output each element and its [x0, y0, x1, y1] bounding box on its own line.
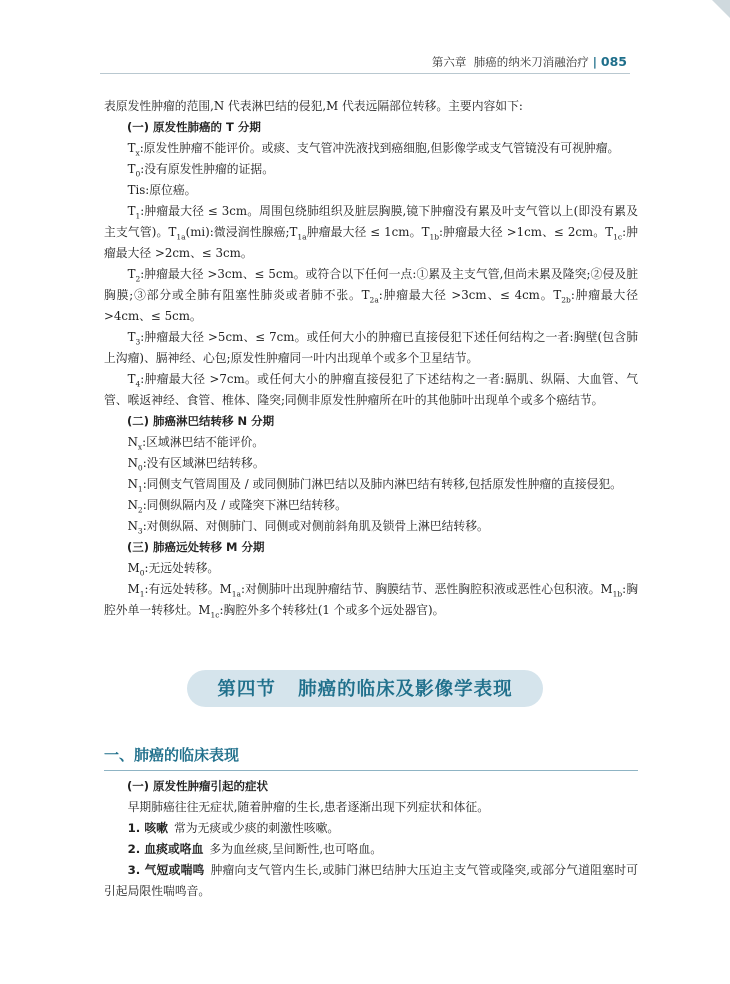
n3-paragraph: $N_3$:对侧纵隔、对侧肺门、同侧或对侧前斜角肌及锁骨上淋巴结转移。: [127, 519, 489, 536]
symptom-item: 2. 血痰或咯血 多为血丝痰,呈间断性,也可咯血。: [127, 842, 383, 856]
t4-paragraph: $T_4$:肿瘤最大径 >7cm。或任何大小的肿瘤直接侵犯了下述结构之一者:膈肌、纵隔、大血管、气管、喉返神经、食管、椎体、隆突;同侧非原发性肿瘤所在叶的其他肺叶出现单个或多个癌结节。: [104, 372, 638, 407]
header-chapter: 第六章: [431, 55, 467, 69]
symptom-item: 1. 咳嗽 常为无痰或少痰的刺激性咳嗽。: [127, 821, 340, 835]
section-banner: [187, 670, 542, 707]
header-rule: [100, 73, 630, 74]
header-separator: |: [592, 55, 597, 69]
t1-paragraph: $T_1$:肿瘤最大径 ≤ 3cm。周围包绕肺组织及脏层胸膜,镜下肿瘤没有累及叶支气管以上(即没有累及主支气管)。$T_{1a}(mi)$:微浸润性腺癌$;T_{1a}$肿瘤最大径 ≤ 1cm。$T_{1b}$:肿瘤最大径 >1cm、≤ 2cm。$T_{1c}$:肿瘤最大径 >2cm、≤ 3cm。: [104, 204, 638, 260]
n0-paragraph: $N_0$:没有区域淋巴结转移。: [127, 456, 265, 473]
t-staging-heading: (一) 原发性肺癌的 T 分期: [127, 120, 261, 134]
section-title: 肺癌的临床及影像学表现: [298, 679, 513, 700]
running-header: [432, 54, 627, 70]
nx-paragraph: $N_x$:区域淋巴结不能评价。: [127, 435, 265, 452]
clinical-heading: 一、肺癌的临床表现: [104, 746, 240, 764]
staging-content: [104, 96, 638, 621]
header-title: 肺癌的纳米刀消融治疗: [473, 55, 589, 69]
clinical-heading-rule: [104, 770, 638, 771]
section-banner-wrap: [0, 670, 730, 707]
n2-paragraph: $N_2$:同侧纵隔内及 / 或隆突下淋巴结转移。: [127, 498, 347, 515]
t2-paragraph: $T_2$:肿瘤最大径 >3cm、≤ 5cm。或符合以下任何一点:①累及主支气管,但尚未累及隆突;②侵及脏胸膜;③部分或全肺有阻塞性肺炎或者肺不张。$T_{2a}$:肿瘤最大径 >3cm、≤ 4cm。$T_{2b}$:肿瘤最大径 >4cm、≤ 5cm。: [104, 267, 638, 323]
page-corner-tab: [712, 0, 730, 18]
intro-paragraph: 表原发性肿瘤的范围,N 代表淋巴结的侵犯,M 代表远隔部位转移。主要内容如下:: [104, 99, 523, 113]
tis-paragraph: Tis:原位癌。: [127, 183, 197, 197]
m1-paragraph: $M_1$:有远处转移。$M_{1a}$:对侧肺叶出现肿瘤结节、胸膜结节、恶性胸腔积液或恶性心包积液。$M_{1b}$:胸腔外单一转移灶。$M_{1c}$:胸腔外多个转移灶(1 个或多个远处器官)。: [104, 582, 638, 620]
symptom-item: 3. 气短或喘鸣 肿瘤向支气管内生长,或肺门淋巴结肿大压迫主支气管或隆突,或部分气道阻塞时可引起局限性喘鸣音。: [104, 863, 638, 898]
clinical-intro: 早期肺癌往往无症状,随着肿瘤的生长,患者逐渐出现下列症状和体征。: [127, 800, 490, 814]
t0-paragraph: $T_0$:没有原发性肿瘤的证据。: [127, 162, 274, 179]
tx-paragraph: $T_x$:原发性肿瘤不能评价。或痰、支气管冲洗液找到癌细胞,但影像学或支气管镜没有可视肿瘤。: [127, 141, 620, 158]
section-number: 第四节: [217, 679, 276, 700]
n-staging-heading: (二) 肺癌淋巴结转移 N 分期: [127, 414, 275, 428]
clinical-content: [104, 744, 638, 902]
m0-paragraph: $M_0$:无远处转移。: [127, 561, 220, 578]
clinical-subheading: (一) 原发性肿瘤引起的症状: [127, 779, 269, 793]
n1-paragraph: $N_1$:同侧支气管周围及 / 或同侧肺门淋巴结以及肺内淋巴结有转移,包括原发性肿瘤的直接侵犯。: [127, 477, 622, 494]
page-number: 085: [600, 54, 627, 69]
m-staging-heading: (三) 肺癌远处转移 M 分期: [127, 540, 265, 554]
t3-paragraph: $T_3$:肿瘤最大径 >5cm、≤ 7cm。或任何大小的肿瘤已直接侵犯下述任何结构之一者:胸壁(包含肺上沟瘤)、膈神经、心包;原发性肿瘤同一叶内出现单个或多个卫星结节。: [104, 330, 638, 365]
